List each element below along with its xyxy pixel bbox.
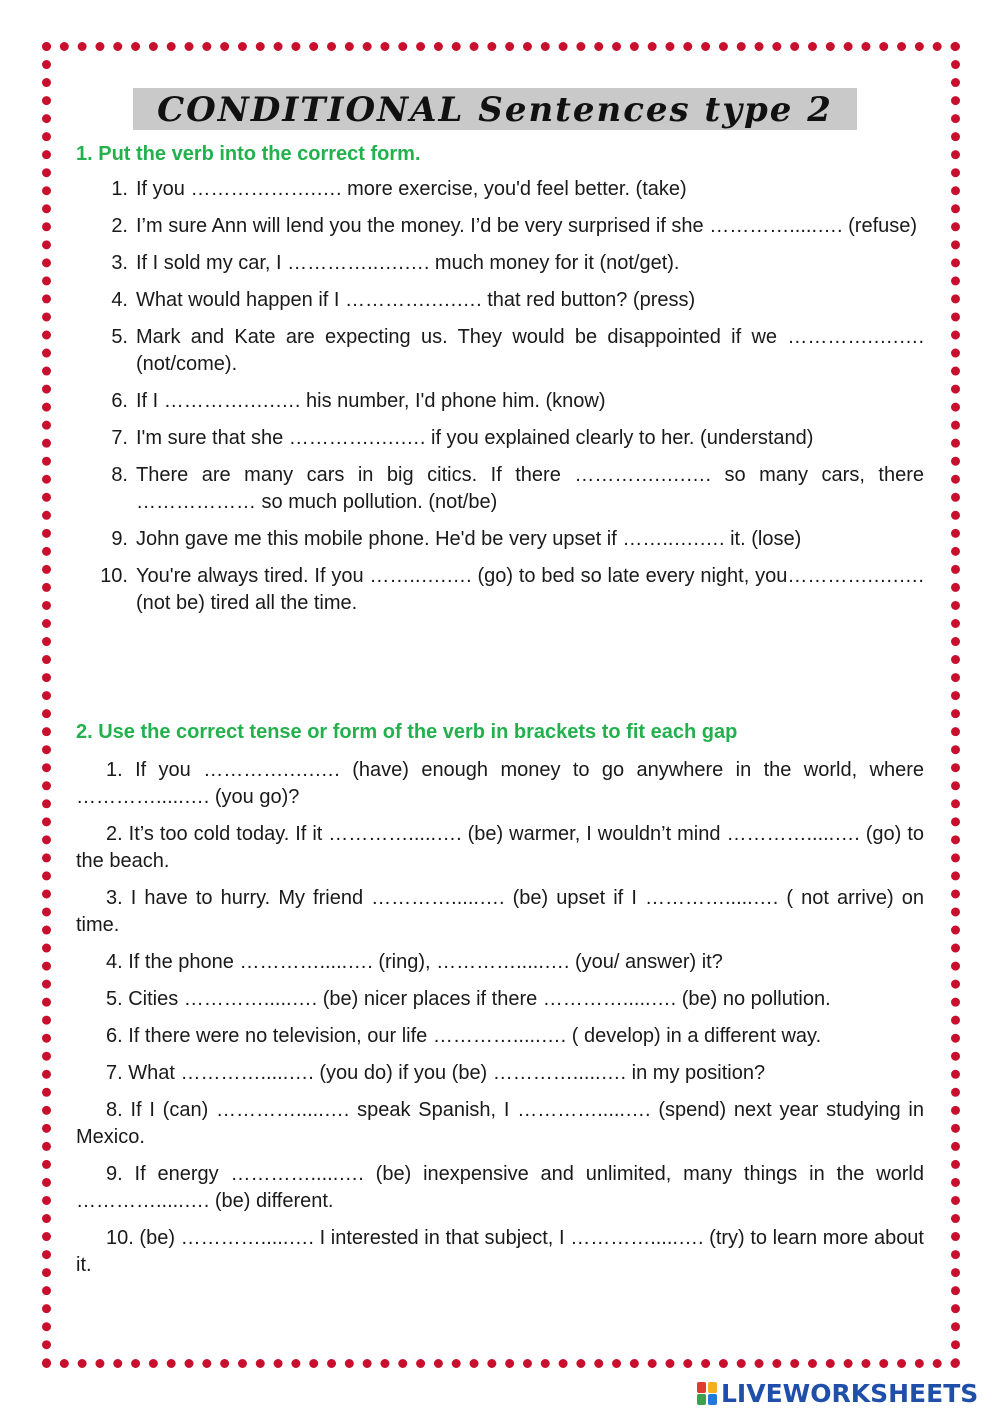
title-banner bbox=[133, 88, 857, 130]
exercise-2-item: 4. If the phone ………….....…. (ring), ………….....…. (you/ answer) it? bbox=[106, 951, 723, 973]
item-number: 7. bbox=[111, 427, 128, 449]
exercise-1-item bbox=[76, 462, 924, 516]
exercise-1-item bbox=[76, 250, 924, 277]
page-title: CONDITIONAL Sentences type 2 bbox=[157, 90, 833, 130]
item-text: What would happen if I ………….….…. that red button? (press) bbox=[136, 289, 696, 311]
logo-text: LIVEWORKSHEETS bbox=[721, 1378, 979, 1408]
item-text: If I ………….….…. his number, I'd phone him. (know) bbox=[136, 390, 606, 412]
item-text: John gave me this mobile phone. He'd be very upset if ……..….…. it. (lose) bbox=[136, 528, 802, 550]
section-1-heading: 1. Put the verb into the correct form. bbox=[76, 143, 421, 165]
section-2-heading: 2. Use the correct tense or form of the verb in brackets to fit each gap bbox=[76, 721, 738, 743]
item-number: 8. bbox=[111, 464, 128, 486]
item-text: Mark and Kate are expecting us. They would be disappointed if we ………….….…. (not/come). bbox=[136, 326, 924, 375]
exercise-1-item bbox=[76, 563, 924, 617]
exercise-1-item bbox=[76, 287, 924, 314]
exercise-2-item: 10. (be) ………….....…. I interested in that subject, I ………….....…. (try) to learn more about it. bbox=[76, 1227, 924, 1276]
item-text: If I sold my car, I …………..….…. much money for it (not/get). bbox=[136, 252, 680, 274]
item-text: You're always tired. If you ……..….…. (go) to bed so late every night, you………….….…. (not be) tired all the time. bbox=[136, 565, 924, 614]
exercise-2-item: 3. I have to hurry. My friend ………….....…. (be) upset if I ………….....…. ( not arrive) on time. bbox=[76, 887, 924, 936]
liveworksheets-logo-icon bbox=[697, 1380, 719, 1406]
item-number: 3. bbox=[111, 252, 128, 274]
item-text: I'm sure that she ………….….…. if you explained clearly to her. (understand) bbox=[136, 427, 814, 449]
exercise-1-item bbox=[76, 213, 924, 240]
logo-square bbox=[697, 1394, 706, 1405]
item-number: 10. bbox=[100, 565, 128, 587]
exercise-1-item bbox=[76, 526, 924, 553]
exercise-2-item: 5. Cities ………….....…. (be) nicer places if there ………….....…. (be) no pollution. bbox=[106, 988, 831, 1010]
item-number: 2. bbox=[111, 215, 128, 237]
logo-square bbox=[708, 1382, 717, 1393]
exercise-2-list bbox=[76, 757, 924, 1289]
item-number: 1. bbox=[111, 178, 128, 200]
item-number: 9. bbox=[111, 528, 128, 550]
exercise-2-item: 7. What ………….....…. (you do) if you (be) ………….....…. in my position? bbox=[106, 1062, 766, 1084]
logo-square bbox=[708, 1394, 717, 1405]
exercise-1-item bbox=[76, 388, 924, 415]
exercise-2-item: 6. If there were no television, our life ………….....…. ( develop) in a different way. bbox=[106, 1025, 822, 1047]
exercise-1-item bbox=[76, 324, 924, 378]
exercise-1-list bbox=[76, 176, 924, 627]
exercise-1-item bbox=[76, 176, 924, 203]
exercise-2-item: 2. It’s too cold today. If it ………….....…. (be) warmer, I wouldn’t mind ………….....…. (go) to the beach. bbox=[76, 823, 924, 872]
item-text: There are many cars in big citics. If there ………….….…. so many cars, there ……………… so much pollution. (not/be) bbox=[136, 464, 924, 513]
exercise-2-item: 1. If you ………….….…. (have) enough money to go anywhere in the world, where ………….....…. (you go)? bbox=[76, 759, 924, 808]
item-number: 5. bbox=[111, 326, 128, 348]
item-text: I’m sure Ann will lend you the money. I’d be very surprised if she ………….....…. (refuse) bbox=[136, 215, 918, 237]
exercise-1-item bbox=[76, 425, 924, 452]
exercise-2-item: 9. If energy ………….....…. (be) inexpensive and unlimited, many things in the world ………….....…. (be) different. bbox=[76, 1163, 924, 1212]
liveworksheets-logo bbox=[697, 1378, 978, 1408]
item-number: 4. bbox=[111, 289, 128, 311]
logo-square bbox=[697, 1382, 706, 1393]
item-number: 6. bbox=[111, 390, 128, 412]
item-text: If you ……………….…. more exercise, you'd feel better. (take) bbox=[136, 178, 687, 200]
exercise-2-item: 8. If I (can) ………….....…. speak Spanish, I ………….....…. (spend) next year studying in Mexico. bbox=[76, 1099, 924, 1148]
